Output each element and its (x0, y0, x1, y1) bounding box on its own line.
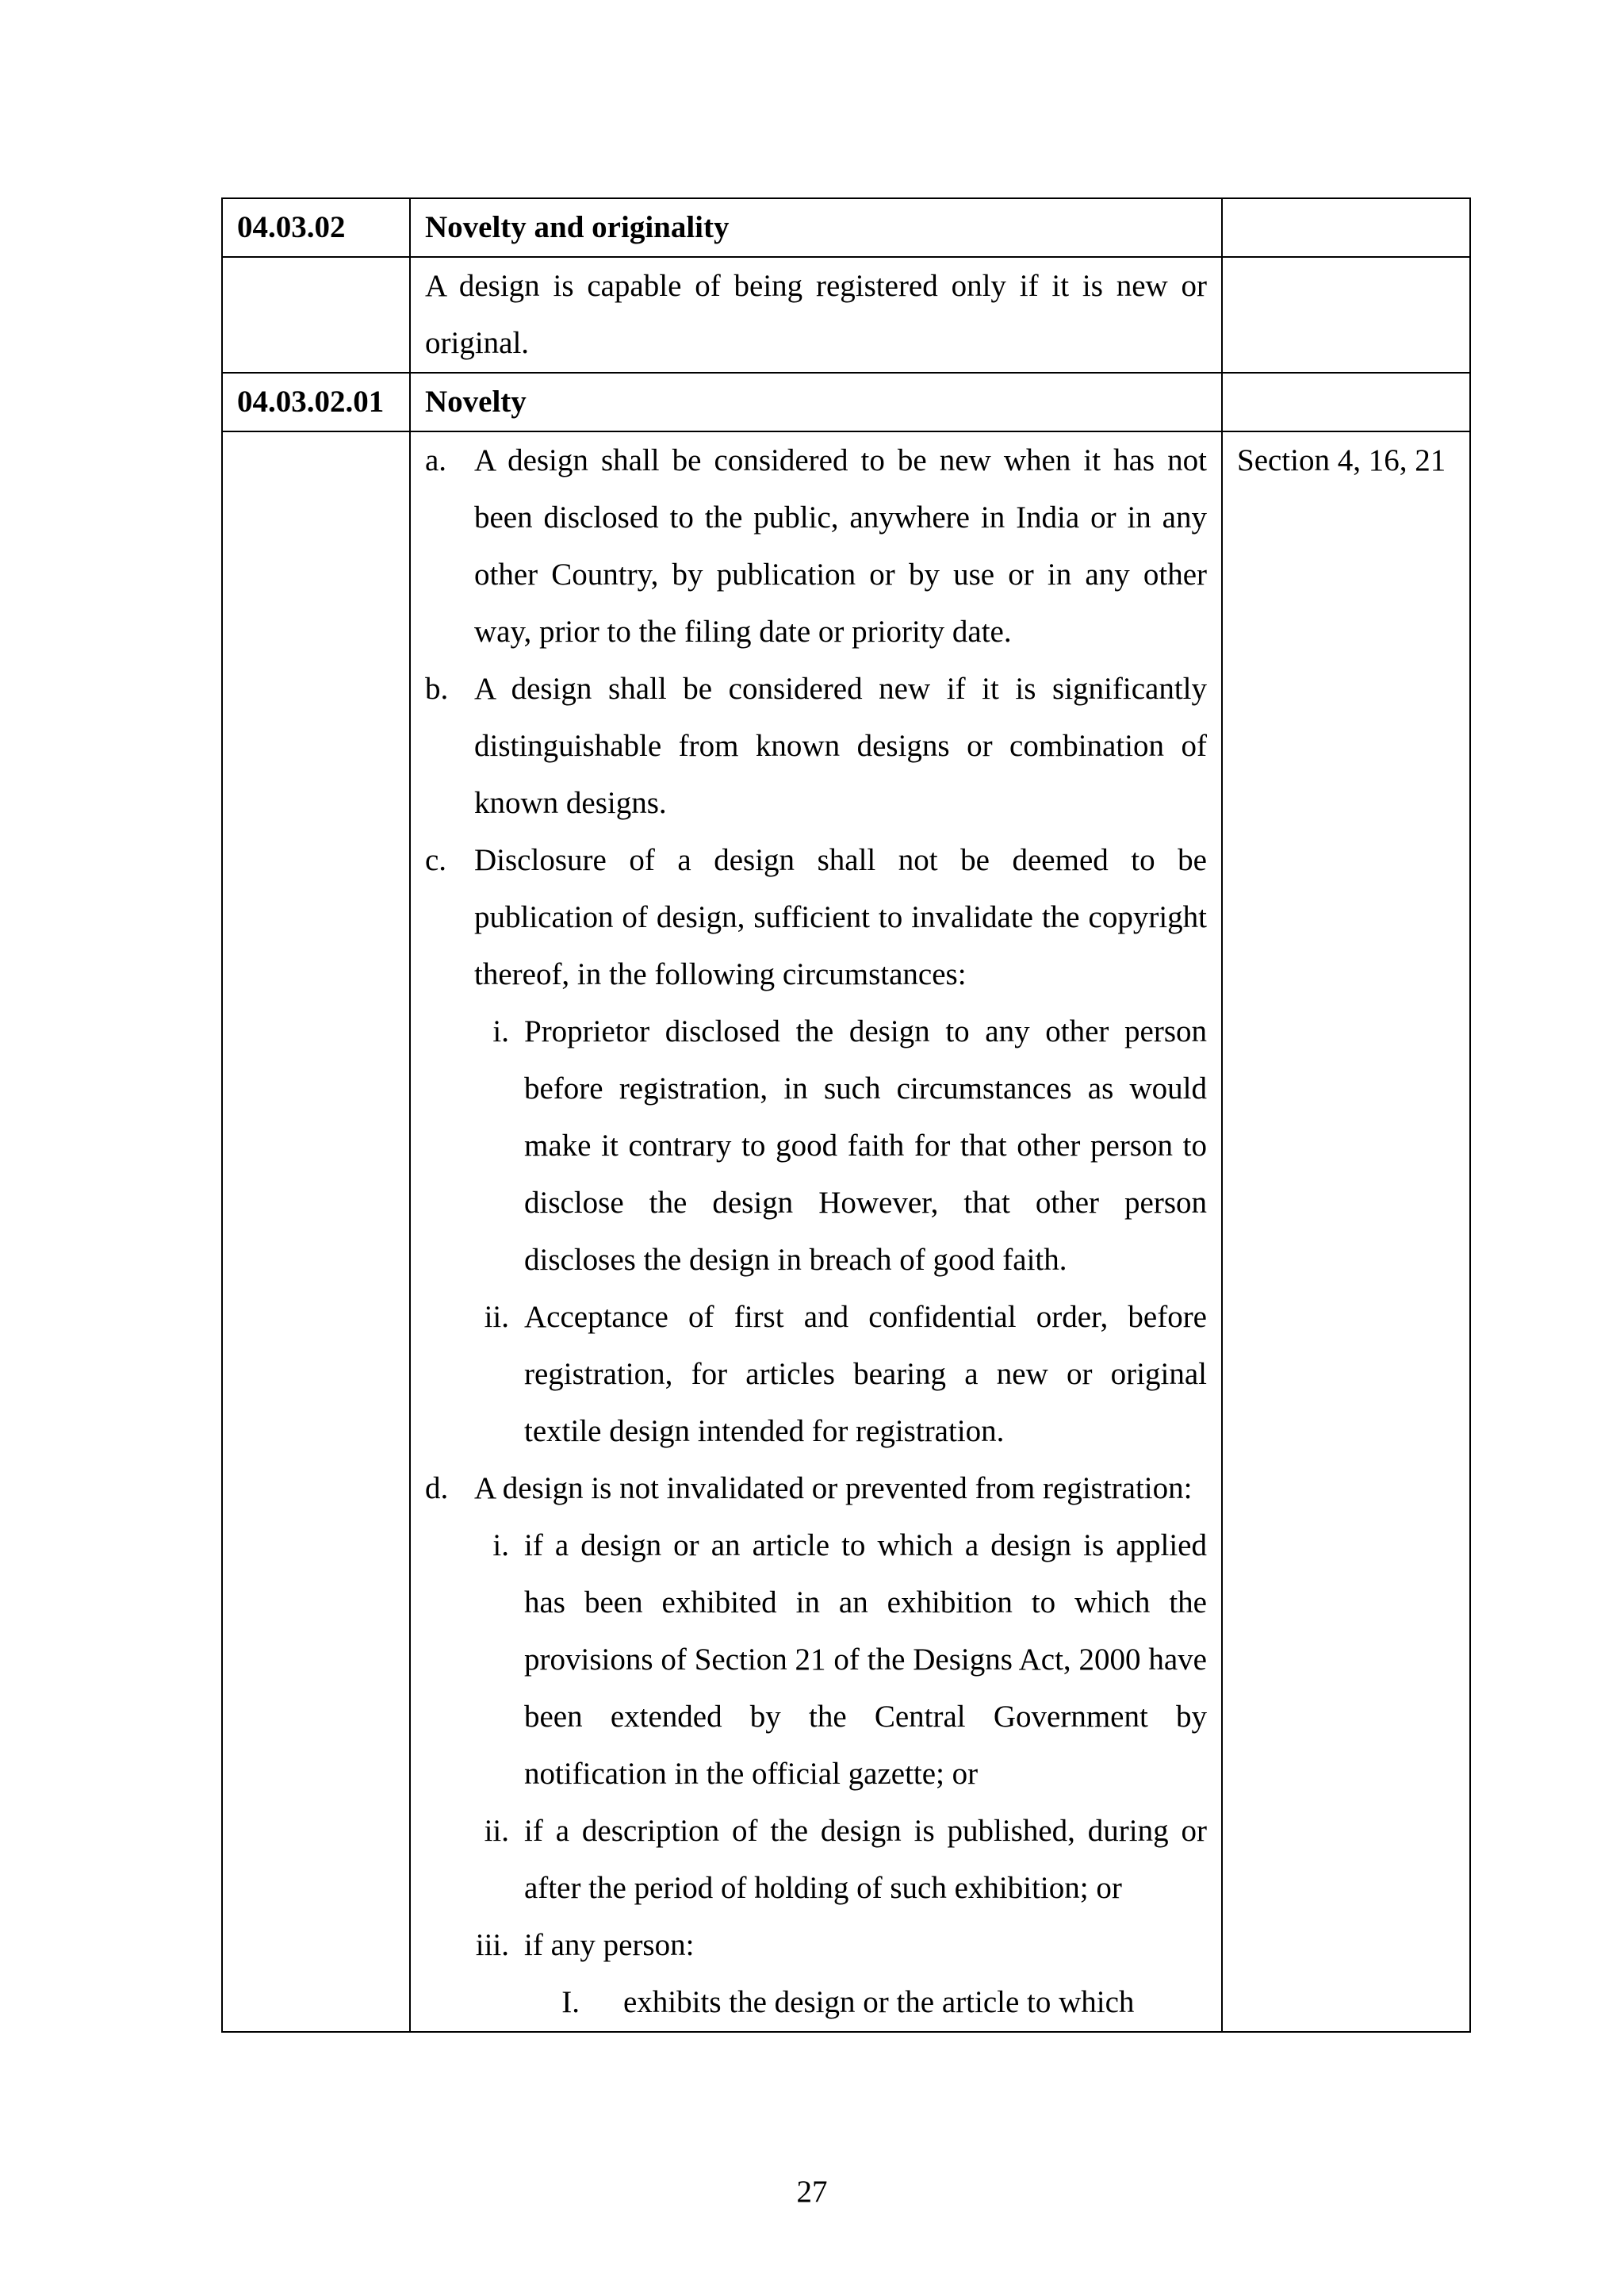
table-row (222, 431, 1470, 2032)
list-marker: c. (425, 843, 447, 877)
list-marker: i. (492, 1014, 509, 1048)
list-item-text: Proprietor disclosed the design to any other person before registration, in such circumstances as would make it contrary to good faith for that other person to disclose the design However, that other person discloses the design in breach of good faith. (524, 1014, 1207, 1277)
table-row (222, 198, 1470, 257)
section-code: 04.03.02.01 (222, 373, 410, 431)
section-code (222, 431, 410, 2032)
list-item-text: if a design or an article to which a design is applied has been exhibited in an exhibition to which the provisions of Section 21 of the Designs Act, 2000 have been extended by the Central Government by notification in the official gazette; or (524, 1528, 1207, 1791)
sub-list-item (425, 1803, 1207, 1917)
section-code: 04.03.02 (222, 198, 410, 257)
sub-list-item (425, 1003, 1207, 1289)
provisions-table (221, 197, 1471, 2033)
table-row (222, 373, 1470, 431)
list-item-text: Disclosure of a design shall not be deemed to be publication of design, sufficient to invalidate the copyright thereof, in the following circumstances: (474, 843, 1207, 991)
section-reference: Section 4, 16, 21 (1222, 431, 1470, 2032)
section-heading: Novelty (410, 373, 1222, 431)
list-marker: b. (425, 672, 449, 706)
list-marker: d. (425, 1471, 449, 1505)
list-item (425, 832, 1207, 1003)
list-marker: iii. (475, 1928, 509, 1962)
list-item-text: A design shall be considered new if it is significantly distinguishable from known designs or combination of known designs. (474, 672, 1207, 820)
sub-list-item (425, 1917, 1207, 1974)
section-reference (1222, 198, 1470, 257)
list-item (425, 1460, 1207, 1517)
section-heading: Novelty and originality (410, 198, 1222, 257)
list-marker: a. (425, 443, 447, 477)
list-item-text: if any person: (524, 1928, 695, 1962)
list-item-text: A design is not invalidated or prevented from registration: (474, 1471, 1193, 1505)
sub-sub-list-item (425, 1974, 1207, 2031)
list-item-text: Acceptance of first and confidential order, before registration, for articles bearing a new or original textile design intended for registration. (524, 1300, 1207, 1448)
section-body-text: A design is capable of being registered only if it is new or original. (410, 257, 1222, 373)
sub-list-item (425, 1289, 1207, 1460)
section-reference (1222, 257, 1470, 373)
table-row (222, 257, 1470, 373)
section-code (222, 257, 410, 373)
list-marker: ii. (484, 1300, 509, 1334)
section-reference (1222, 373, 1470, 431)
page-number: 27 (796, 2175, 828, 2209)
list-item (425, 432, 1207, 661)
list-marker: I. (561, 1985, 580, 2019)
list-item-text: A design shall be considered to be new when it has not been disclosed to the public, anywhere in India or in any other Country, by publication or by use or in any other way, prior to the filing date or priority date. (474, 443, 1207, 649)
list-marker: i. (492, 1528, 509, 1562)
list-item-text: exhibits the design or the article to which (623, 1985, 1135, 2019)
list-item-text: if a description of the design is published, during or after the period of holding of such exhibition; or (524, 1814, 1207, 1905)
sub-list-item (425, 1517, 1207, 1803)
list-marker: ii. (484, 1814, 509, 1848)
section-body-list (410, 431, 1222, 2032)
list-item (425, 661, 1207, 832)
